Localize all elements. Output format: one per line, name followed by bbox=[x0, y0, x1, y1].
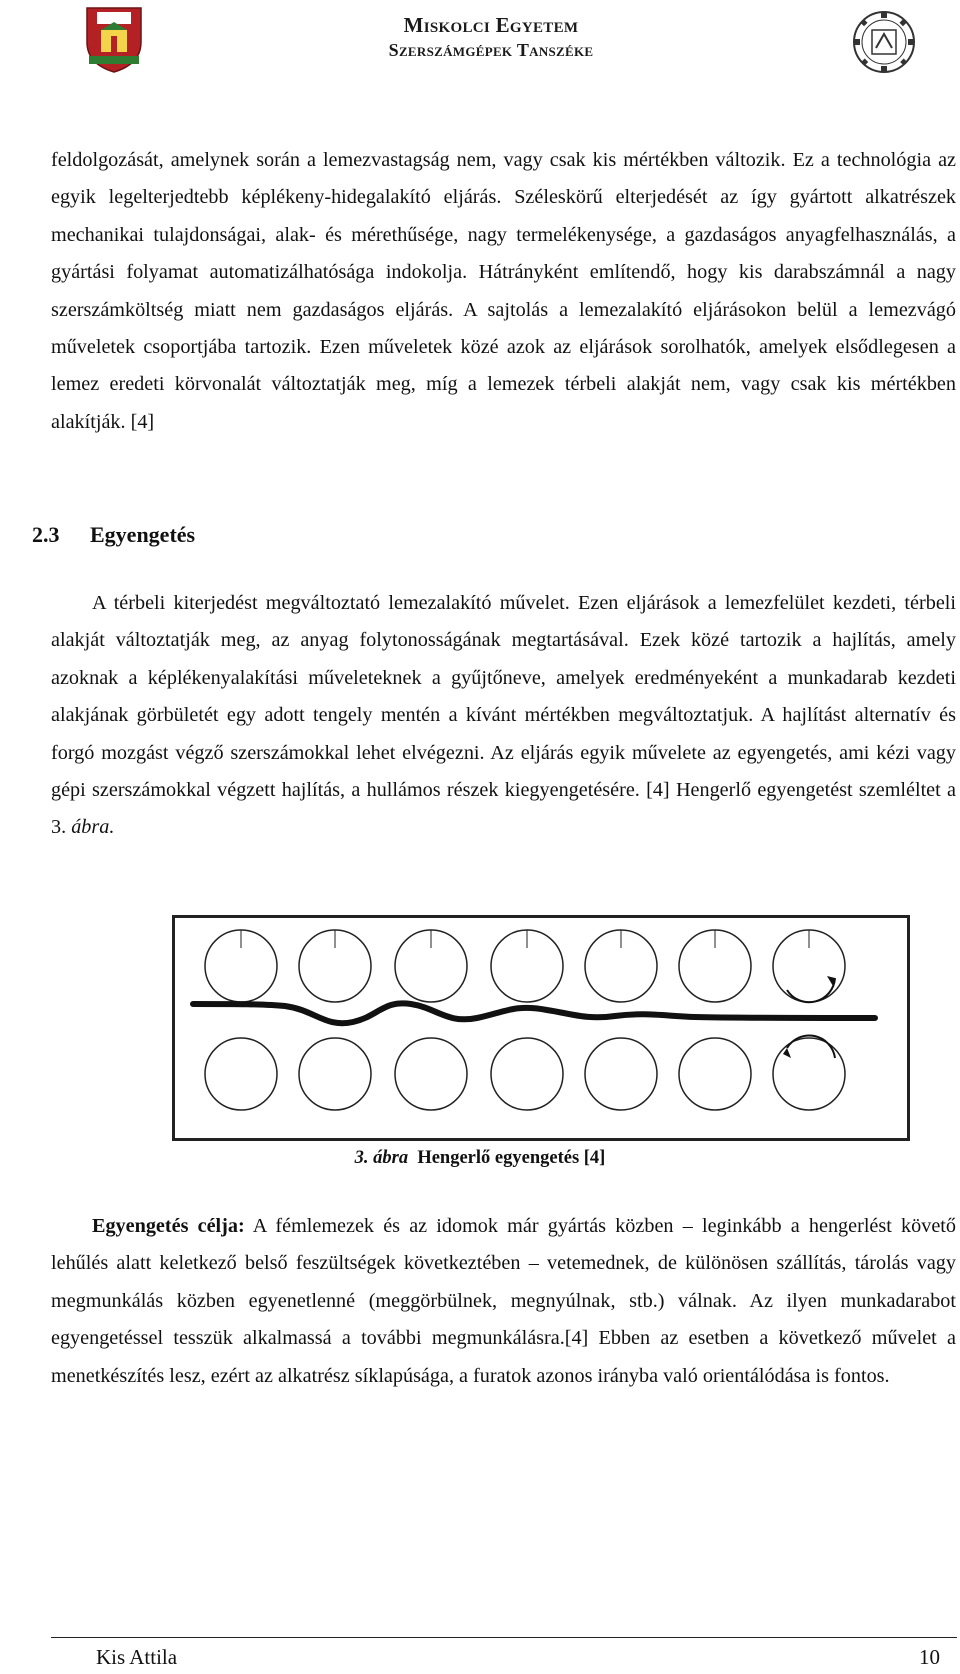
section-number: 2.3 bbox=[32, 522, 60, 547]
figure-caption bbox=[0, 1148, 960, 1169]
paragraph-straightening-purpose bbox=[51, 1208, 956, 1395]
paragraph-straightening-intro bbox=[51, 585, 956, 847]
university-name: Miskolci Egyetem bbox=[403, 13, 579, 37]
paragraph-text bbox=[51, 585, 956, 847]
section-title: Egyengetés bbox=[90, 522, 196, 547]
paragraph-text bbox=[51, 1208, 956, 1395]
page-number: 10 bbox=[919, 1645, 940, 1669]
figure-caption-number: 3. ábra bbox=[354, 1148, 409, 1168]
figure-reference: ábra. bbox=[71, 816, 115, 839]
paragraph-text: feldolgozását, amelynek során a lemezvastagság nem, vagy csak kis mértékben változik. Ez a technológia az egyik legelterjedtebb képlékeny-hidegalakító eljárás. Széleskörű elterjedését az így gyártott alkatrészek mechanikai tulajdonságai, alak- és mérethűsége, nagy termelékenysége, a gazdaságos anyagfelhasználás, a gyártási folyamat automatizálhatósága indokolja. Hátrányként említendő, hogy kis darabszámnál a nagy szerszámköltség miatt nem gazdaságos eljárás. A sajtolás a lemezalakító eljárásokon belül a lemezvágó műveletek csoportjába tartozik. Ezen műveletek közé azok az eljárások sorolhatók, amelyek elsődlegesen a lemez eredeti körvonalát változtatják meg, míg a lemezek térbeli alakját nem, vagy csak kis mértékben alakítják. [4] bbox=[51, 149, 956, 433]
department-name: Szerszámgépek Tanszéke bbox=[388, 40, 594, 60]
department-gear-logo-icon bbox=[852, 2, 916, 82]
footer-author: Kis Attila bbox=[96, 1645, 178, 1669]
page-header bbox=[0, 0, 960, 90]
figure-caption-title: Hengerlő egyengetés [4] bbox=[417, 1148, 606, 1168]
paragraph-body: A fémlemezek és az idomok már gyártás közben – leginkább a hengerlést követő lehűlés alatt keletkező belső feszültségek következtében – vetemednek, de különösen szállítás, tárolás vagy megmunkálás közben egyenetlenné (meggörbülnek, megnyúlnak, stb.) válnak. Az ilyen munkadarabot egyengetéssel tesszük alkalmassá a további megmunkálásra.[4] Ebben az esetben a következő művelet a menetkészítés lesz, ezért az alkatrész síklapúsága, a furatok azonos irányba való orientálódása is fontos. bbox=[51, 1215, 956, 1387]
roller-diagram bbox=[175, 918, 907, 1138]
paragraph-body: A térbeli kiterjedést megváltoztató lemezalakító művelet. Ezen eljárások a lemezfelület kezdeti, térbeli alakját változtatják meg, az anyag folytonosságának megtartásával. Ezek közé tartozik a hajlítás, amely azoknak a képlékenyalakítási műveleteknek a gyűjtőneve, amelyek eredményeként a munkadarab kezdeti alakjának görbületét egy adott tengely mentén a kívánt mértékben megváltoztatjuk. A hajlítást alternatív és forgó mozgást végző szerszámokkal lehet elvégezni. Az eljárás egyik művelete az egyengetés, ami kézi vagy gépi szerszámokkal végzett hajlítás, a hullámos részek kiegyengetésére. [4] Hengerlő egyengetést szemléltet a 3. bbox=[51, 592, 956, 839]
footer-divider bbox=[51, 1637, 957, 1638]
paragraph-rolling-pressing bbox=[51, 142, 956, 441]
section-heading bbox=[32, 522, 195, 548]
university-crest-icon bbox=[83, 4, 145, 74]
header-title bbox=[346, 12, 636, 62]
roller-straightening-figure bbox=[172, 915, 910, 1141]
paragraph-lead: Egyengetés célja: bbox=[92, 1215, 245, 1237]
